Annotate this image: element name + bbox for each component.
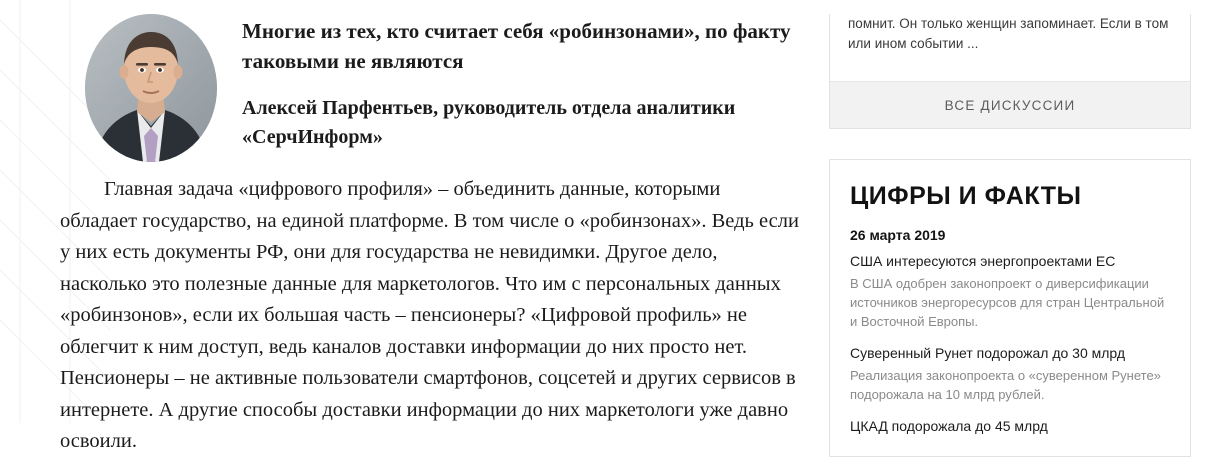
facts-card — [829, 159, 1191, 457]
fact-description: В США одобрен законопроект о диверсификации источников энергоресурсов для стран Центральной и Восточной Европы. — [850, 276, 1165, 329]
sidebar — [829, 0, 1191, 457]
fact-headline[interactable]: Суверенный Рунет подорожал до 30 млрд — [850, 345, 1126, 361]
facts-card-title: ЦИФРЫ И ФАКТЫ — [850, 182, 1082, 210]
article-heading-block — [242, 8, 800, 152]
fact-headline[interactable]: США интересуются энергопроектами ЕС — [850, 253, 1116, 269]
article-body-paragraph: Главная задача «цифрового профиля» – объединить данные, которыми обладает государство, на единой платформе. В том числе о «робинзонах». Ведь если у них есть документы РФ, они для государства не невидимки. Другое дело, насколько это полезные данные для маркетологов. Что им с персональных данных «робинзонов», если их большая часть – пенсионеры? «Цифровой профиль» не облегчит к ним доступ, ведь каналов доставки информации до них просто нет. Пенсионеры – не активные пользователи смартфонов, соцсетей и других сервисов в интернете. А другие способы доставки информации до них маркетологи уже давно освоили. — [60, 178, 799, 452]
fact-headline[interactable]: ЦКАД подорожала до 45 млрд — [850, 418, 1048, 434]
fact-item — [850, 345, 1170, 404]
fact-description: Реализация законопроекта о «суверенном Рунете» подорожала на 10 млрд рублей. — [850, 368, 1161, 402]
all-discussions-button[interactable]: ВСЕ ДИСКУССИИ — [830, 81, 1190, 128]
facts-date: 26 марта 2019 — [850, 227, 946, 243]
article-content — [60, 0, 800, 458]
discussion-snippet-text: помнит. Он только женщин запоминает. Если в том или ином событии ... — [848, 15, 1169, 51]
article-author-line: Алексей Парфентьев, руководитель отдела аналитики «СерчИнформ» — [242, 97, 736, 148]
author-portrait-avatar — [85, 14, 217, 162]
article-lead-title: Многие из тех, кто считает себя «робинзонами», по факту таковыми не являются — [242, 19, 791, 73]
fact-item — [850, 253, 1170, 331]
fact-item — [850, 418, 1170, 434]
discussions-card — [829, 14, 1191, 130]
article-header — [60, 0, 800, 162]
